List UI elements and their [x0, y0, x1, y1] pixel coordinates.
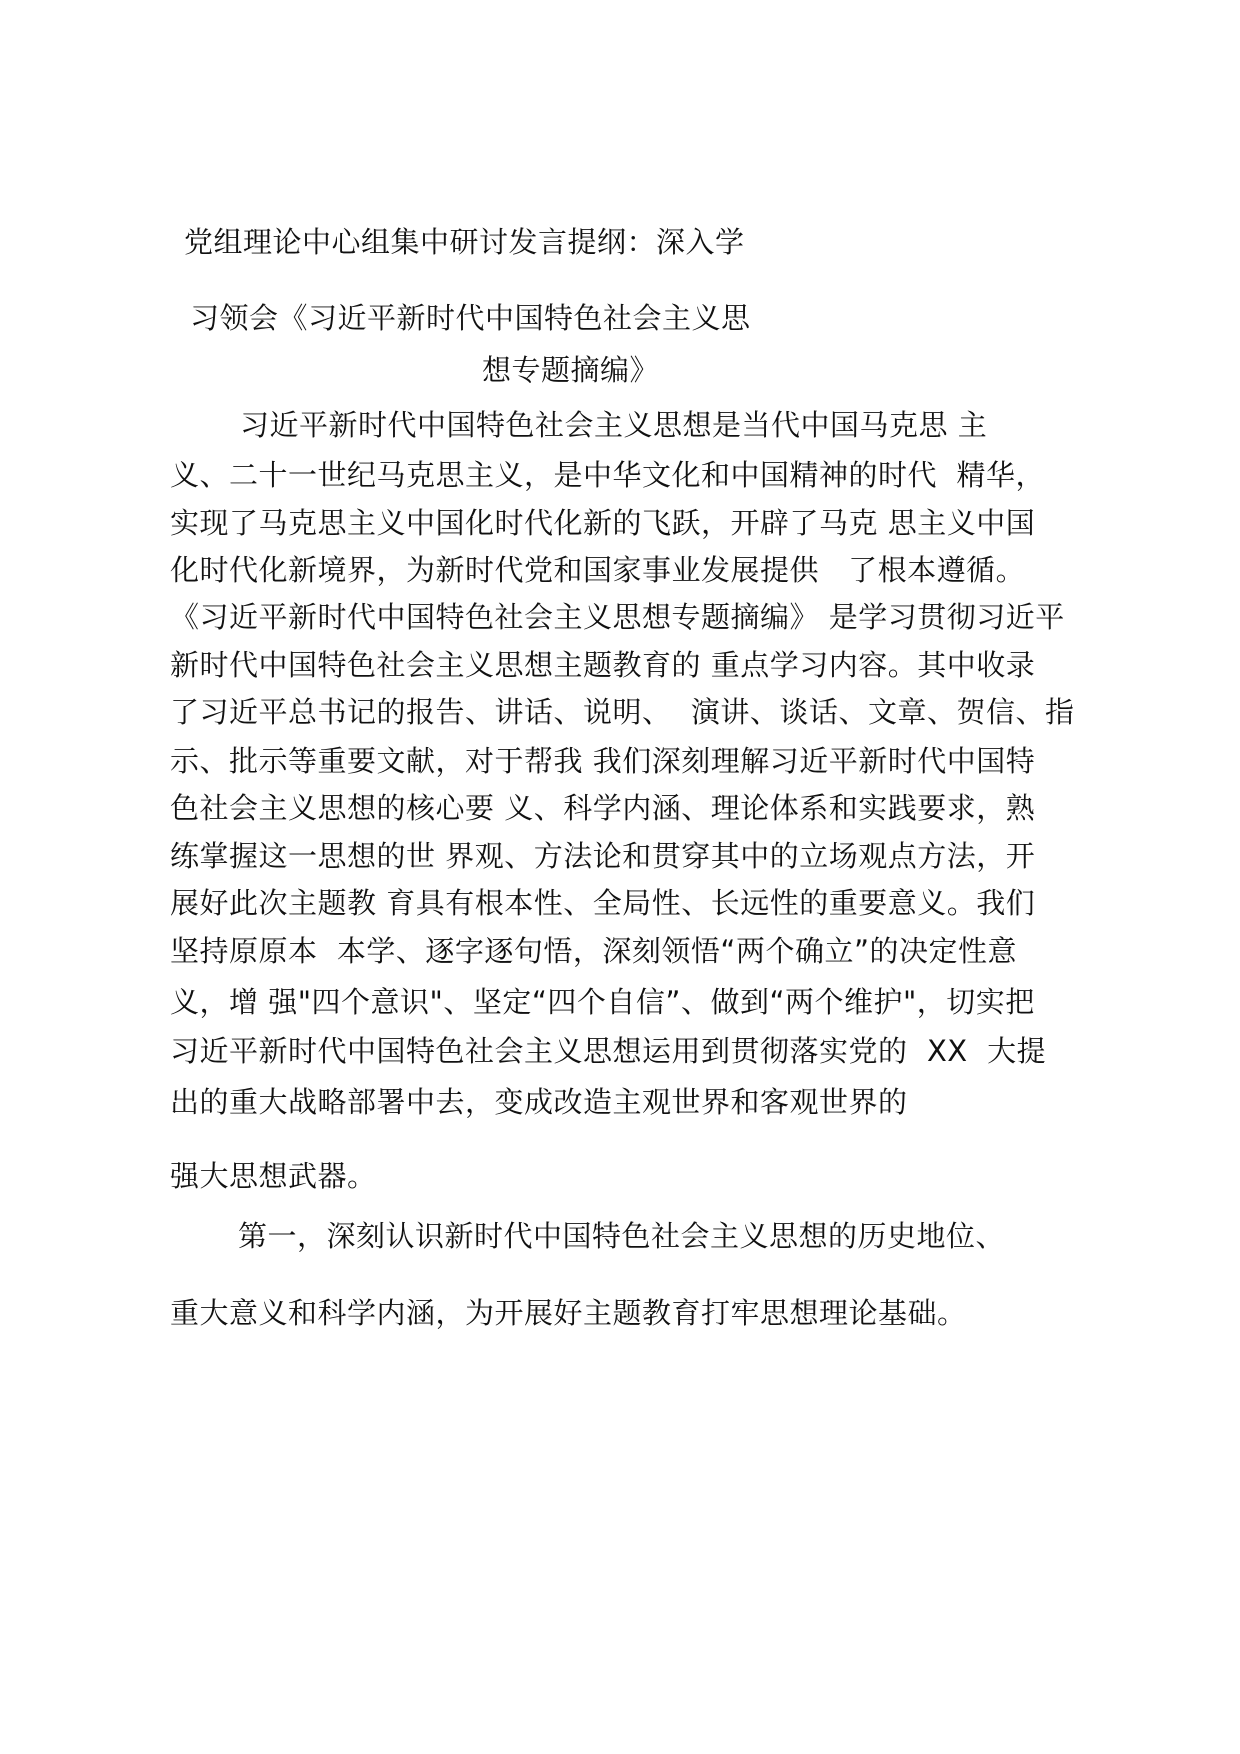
body-line: 示、批示等重要文献，对于帮我 我们深刻理解习近平新时代中国特: [170, 744, 1036, 778]
body-line: 化时代化新境界，为新时代党和国家事业发展提供 了根本遵循。: [170, 553, 1026, 587]
title-line-1: 党组理论中心组集中研讨发言提纲：深入学: [184, 225, 745, 259]
title-line-3: 想专题摘编》: [482, 353, 660, 387]
title-line-2: 习领会《习近平新时代中国特色社会主义思: [190, 301, 751, 335]
body-line: 展好此次主题教 育具有根本性、全局性、长远性的重要意义。我们: [170, 886, 1036, 920]
body-line: 习近平新时代中国特色社会主义思想运用到贯彻落实党的 XX 大提: [170, 1034, 1047, 1068]
body-line: 义，增 强"四个意识"、坚定“四个自信”、做到“两个维护"，切实把: [170, 985, 1035, 1019]
body-line: 义、二十一世纪马克思主义，是中华文化和中国精神的时代 精华，: [170, 458, 1045, 492]
body-line: 第一，深刻认识新时代中国特色社会主义思想的历史地位、: [238, 1219, 1006, 1253]
body-line: 重大意义和科学内涵，为开展好主题教育打牢思想理论基础。: [170, 1296, 967, 1330]
body-line: 《习近平新时代中国特色社会主义思想专题摘编》 是学习贯彻习近平: [170, 600, 1065, 634]
body-line: 坚持原原本 本学、逐字逐句悟，深刻领悟“两个确立”的决定性意: [170, 934, 1017, 968]
body-line: 出的重大战略部署中去，变成改造主观世界和客观世界的: [170, 1085, 908, 1119]
body-line: 了习近平总书记的报告、讲话、说明、 演讲、谈话、文章、贺信、指: [170, 695, 1075, 729]
body-line: 实现了马克思主义中国化时代化新的飞跃，开辟了马克 思主义中国: [170, 506, 1036, 540]
body-line: 色社会主义思想的核心要 义、科学内涵、理论体系和实践要求，熟: [170, 791, 1036, 825]
body-line: 强大思想武器。: [170, 1159, 377, 1193]
body-line: 练掌握这一思想的世 界观、方法论和贯穿其中的立场观点方法，开: [170, 839, 1036, 873]
body-line: 习近平新时代中国特色社会主义思想是当代中国马克思 主: [240, 408, 988, 442]
body-line: 新时代中国特色社会主义思想主题教育的 重点学习内容。其中收录: [170, 648, 1036, 682]
